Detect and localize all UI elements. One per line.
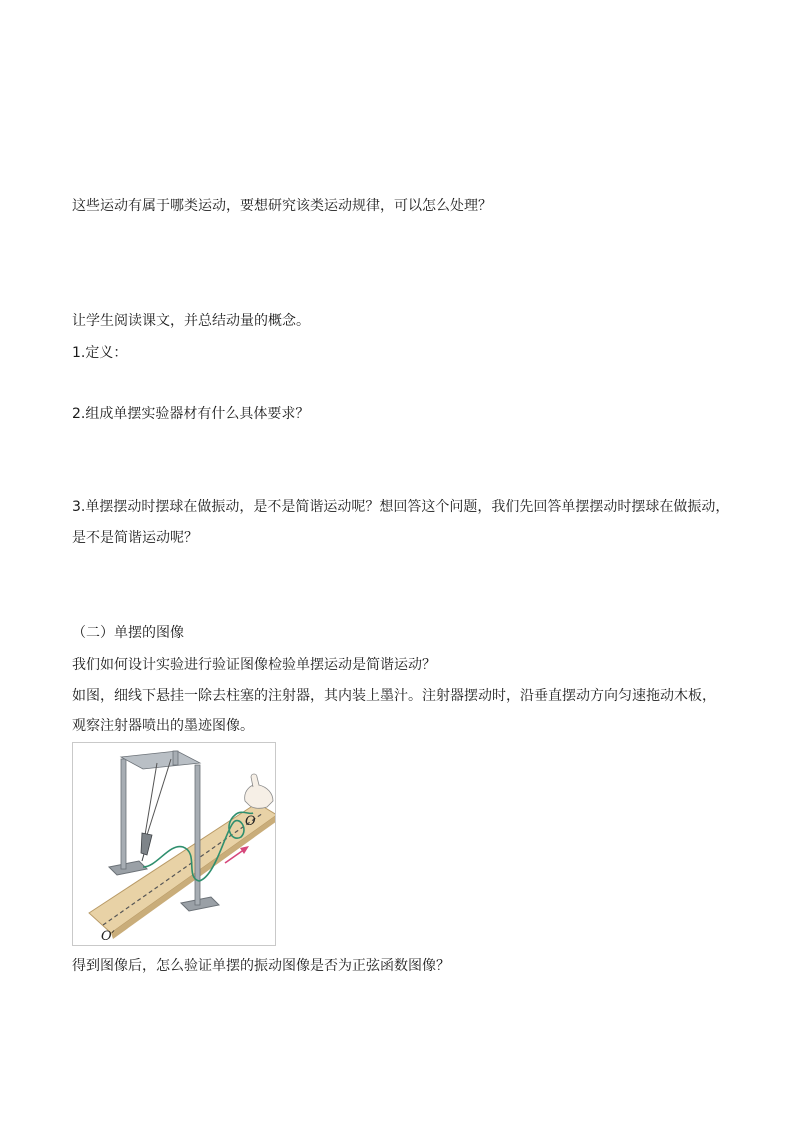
- syringe: [141, 833, 152, 855]
- stand-back-post: [173, 751, 178, 765]
- instruction-text: 让学生阅读课文，并总结动量的概念。: [72, 313, 310, 329]
- hand-finger: [251, 774, 259, 787]
- item-definition: 1.定义：: [72, 345, 128, 361]
- stand-top-bar: [121, 751, 200, 769]
- item-shm-question-continuation: 是不是简谐运动呢？: [72, 530, 198, 546]
- string-right: [147, 759, 171, 835]
- label-o: O: [245, 814, 256, 829]
- syringe-tip: [142, 854, 144, 861]
- followup-question: 得到图像后，怎么验证单摆的振动图像是否为正弦函数图像？: [72, 958, 450, 974]
- label-o-prime: O′: [101, 929, 115, 944]
- section-heading: （二）单摆的图像: [72, 625, 184, 641]
- section-question: 我们如何设计实验进行验证图像检验单摆运动是简谐运动？: [72, 657, 436, 673]
- section-description-line1: 如图，细线下悬挂一除去柱塞的注射器，其内装上墨汁。注射器摆动时，沿垂直摆动方向匀速拖动木板，: [72, 688, 716, 704]
- intro-question: 这些运动有属于哪类运动，要想研究该类运动规律，可以怎么处理？: [72, 198, 492, 214]
- item-shm-question: 3.单摆摆动时摆球在做振动，是不是简谐运动呢？想回答这个问题，我们先回答单摆摆动时摆球在做振动，: [72, 499, 730, 515]
- stand-pole-right: [195, 765, 200, 905]
- section-description-line2: 观察注射器喷出的墨迹图像。: [72, 718, 254, 734]
- pendulum-diagram: [73, 743, 275, 945]
- motion-arrow-head: [240, 846, 249, 854]
- pendulum-figure: [72, 742, 276, 946]
- hand-icon: [245, 785, 273, 809]
- string-left: [145, 763, 157, 835]
- item-equipment-question: 2.组成单摆实验器材有什么具体要求？: [72, 406, 310, 422]
- stand-base-left: [109, 861, 147, 875]
- stand-pole-left: [121, 759, 126, 869]
